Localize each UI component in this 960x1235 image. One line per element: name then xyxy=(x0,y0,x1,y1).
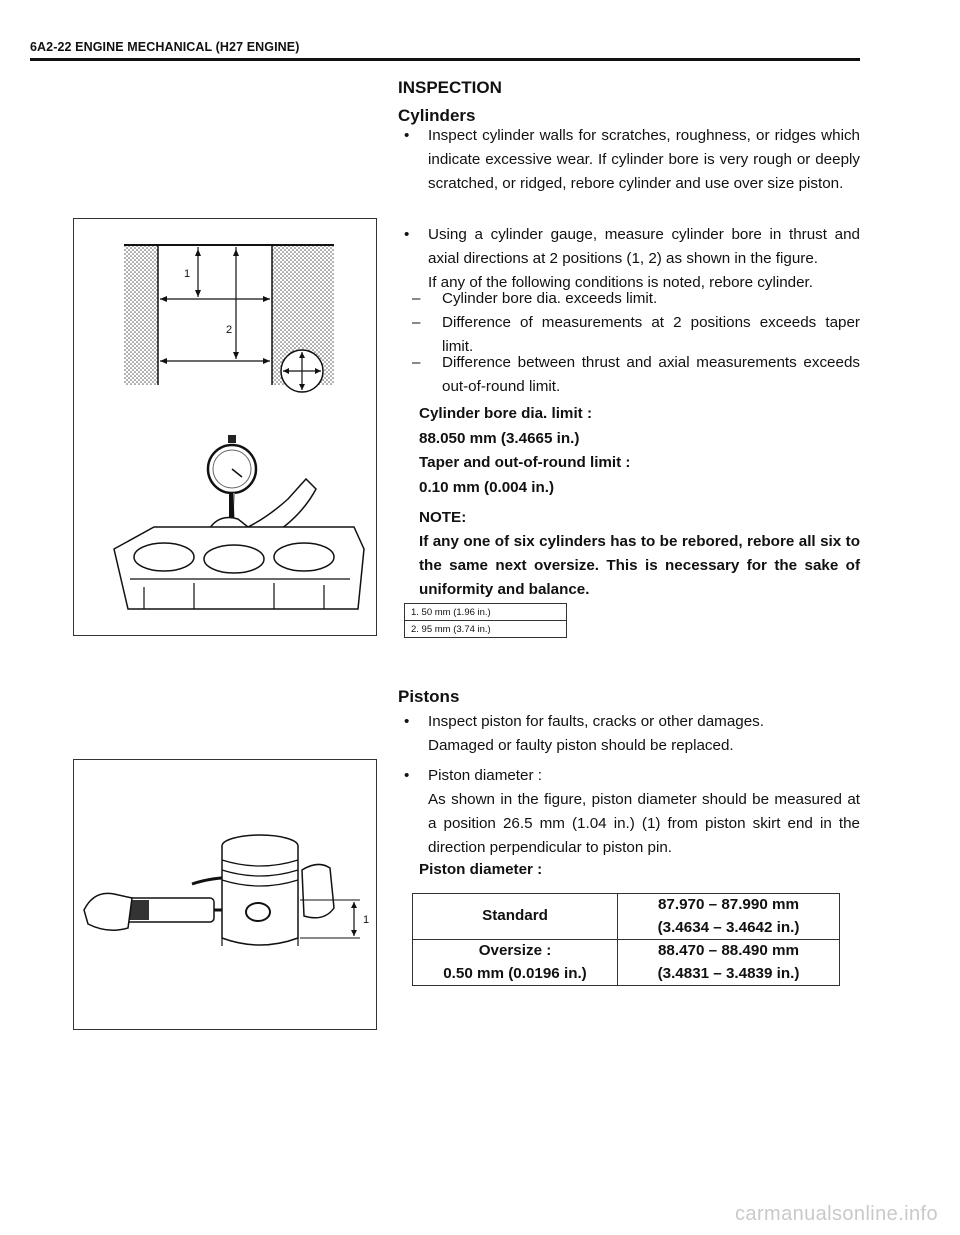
cylinder-gauge-figure xyxy=(73,218,377,636)
condition-item: – Cylinder bore dia. exceeds limit. xyxy=(412,290,658,307)
dimension-label-1: 1 xyxy=(363,914,370,926)
section-title: INSPECTION xyxy=(398,78,502,97)
page-header: 6A2-22 ENGINE MECHANICAL (H27 ENGINE) xyxy=(30,40,300,54)
bullet-glyph: • xyxy=(404,713,410,730)
dimension-label-2: 2 xyxy=(226,324,233,336)
bullet-glyph: • xyxy=(404,127,410,144)
bullet-glyph: • xyxy=(404,226,410,243)
dimension-label-1: 1 xyxy=(184,268,191,280)
cylinders-bullet-2: • Using a cylinder gauge, measure cylinder bore in thrust and axial directions at 2 positions (1, 2) as shown in the figure. If any of the following conditions is noted, rebore cylinder. xyxy=(404,223,860,295)
legend-item: 1. 50 mm (1.96 in.) xyxy=(405,604,567,621)
piston-measure-figure xyxy=(73,759,377,1030)
figure-legend xyxy=(404,603,567,638)
condition-item: – Difference of measurements at 2 positions exceeds taper limit. xyxy=(412,314,860,355)
legend-item: 2. 95 mm (3.74 in.) xyxy=(405,621,567,638)
table-row: Standard 87.970 – 87.990 mm (3.4634 – 3.4642 in.) xyxy=(413,894,840,940)
cylinder-spec: Cylinder bore dia. limit : 88.050 mm (3.4665 in.) Taper and out-of-round limit : 0.10 mm (0.004 in.) xyxy=(419,405,631,496)
piston xyxy=(222,835,298,946)
pistons-title: Pistons xyxy=(398,687,460,706)
note-text: If any one of six cylinders has to be rebored, rebore all six to the same next oversize. This is necessary for the sake of uniformity and balance. xyxy=(419,533,860,598)
bullet-glyph: • xyxy=(404,767,410,784)
hand-illustration xyxy=(84,893,132,930)
piston-figure-drawing xyxy=(74,760,376,1029)
watermark: carmanualsonline.info xyxy=(735,1203,938,1225)
note xyxy=(419,506,860,602)
cylinder-wall-left xyxy=(124,245,158,385)
piston-diameter-table xyxy=(412,893,840,986)
table-row: Oversize : 0.50 mm (0.0196 in.) 88.470 – 88.490 mm (3.4831 – 3.4839 in.) xyxy=(413,940,840,986)
hand-illustration xyxy=(302,864,334,917)
note-title: NOTE: xyxy=(419,509,467,526)
cylinder-figure-drawing xyxy=(74,219,376,635)
piston-diameter-title: Piston diameter : xyxy=(419,861,543,878)
pistons-bullet-1: • Inspect piston for faults, cracks or other damages. Damaged or faulty piston should be replaced. xyxy=(404,710,860,758)
pistons-bullet-2: • Piston diameter : As shown in the figure, piston diameter should be measured at a position 26.5 mm (1.04 in.) (1) from piston skirt end in the direction perpendicular to piston pin. xyxy=(404,764,860,860)
cylinders-bullet-1: • Inspect cylinder walls for scratches, roughness, or ridges which indicate excessive wear. If cylinder bore is very rough or deeply scratched, or ridged, rebore cylinder and use over size piston. xyxy=(404,124,860,196)
cylinders-title: Cylinders xyxy=(398,106,476,125)
header-rule xyxy=(30,58,860,61)
engine-block xyxy=(114,527,364,609)
condition-item: – Difference between thrust and axial measurements exceeds out-of-round limit. xyxy=(412,354,860,395)
